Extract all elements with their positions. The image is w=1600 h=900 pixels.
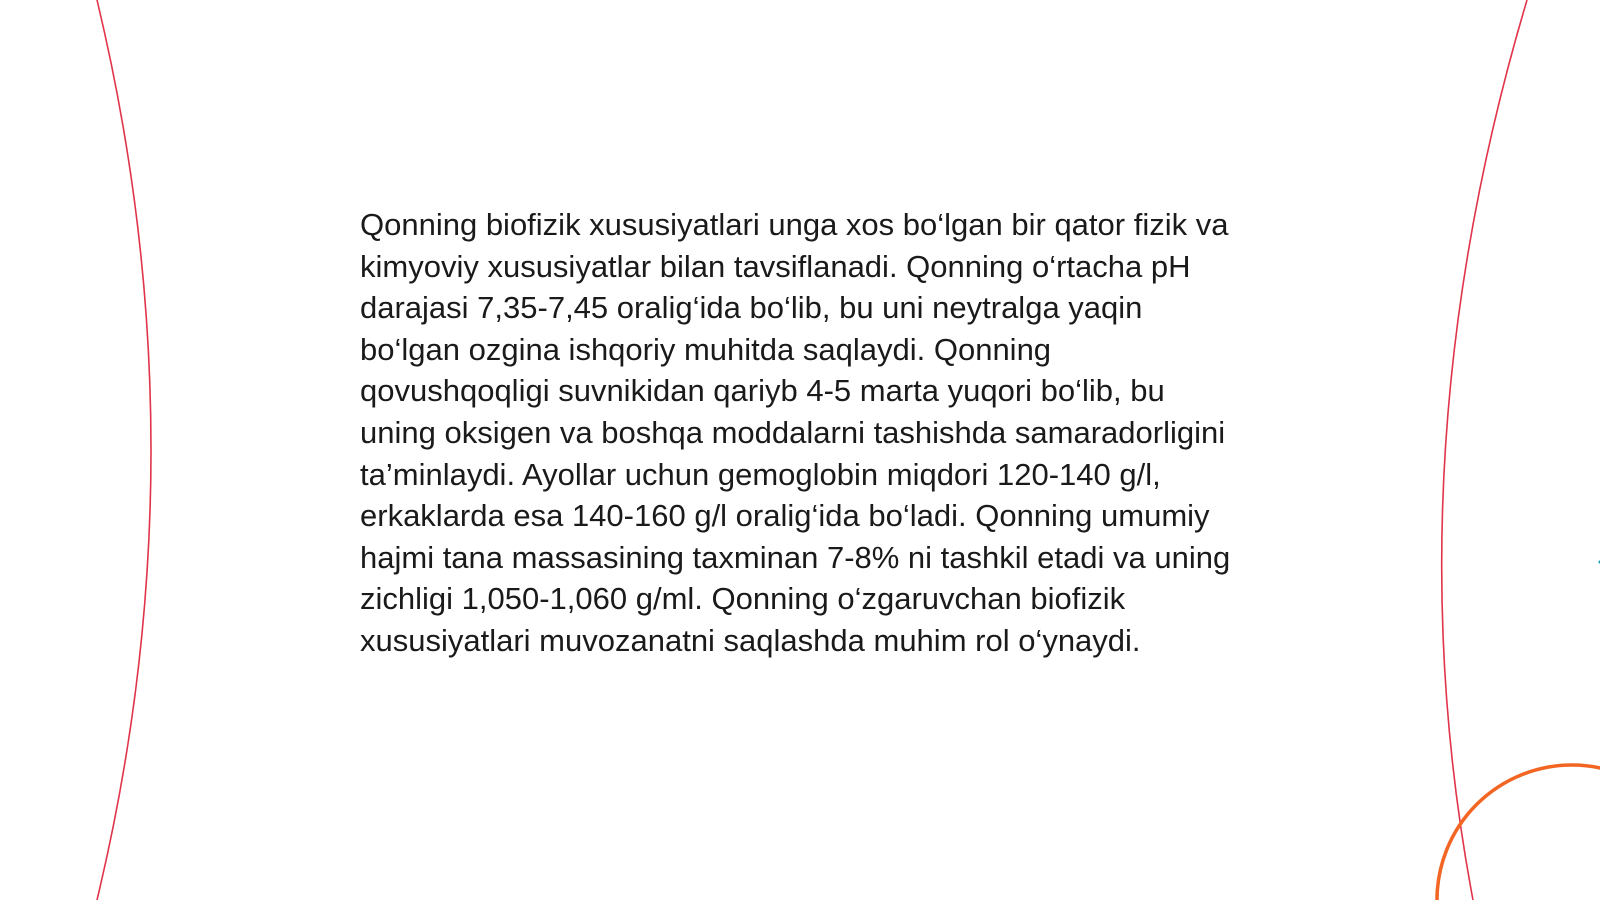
right-arc-decoration — [1442, 0, 1527, 900]
slide-body-text: Qonning biofizik xususiyatlari unga xos bo‘lgan bir qator fizik va kimyoviy xususiyatlar bilan tavsiflanadi. Qonning o‘rtacha pH darajasi 7,35-7,45 oralig‘ida bo‘lib, bu uni neytralga yaqin bo‘lgan ozgina ishqoriy muhitda saqlaydi. Qonning qovushqoqligi suvnikidan qariyb 4-5 marta yuqori bo‘lib, bu uning oksigen va boshqa moddalarni tashishda samaradorligini ta’minlaydi. Ayollar uchun gemoglobin miqdori 120-140 g/l, erkaklarda esa 140-160 g/l oralig‘ida bo‘ladi. Qonning umumiy hajmi tana massasining taxminan 7-8% ni tashkil etadi va uning zichligi 1,050-1,060 g/ml. Qonning o‘zgaruvchan biofizik xususiyatlari muvozanatni saqlashda muhim rol o‘ynaydi. — [360, 207, 1231, 658]
left-arc-decoration — [97, 0, 151, 900]
